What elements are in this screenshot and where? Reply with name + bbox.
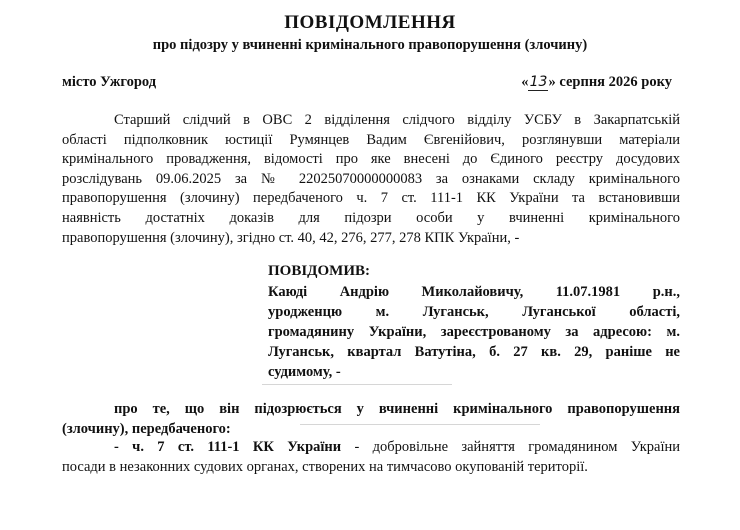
date-month-year: » серпня 2026 року: [548, 74, 672, 90]
intro-line: правопорушення (злочину) передбаченого ч. 7 ст. 111-1 КК України та встановивши: [62, 190, 680, 207]
suspect-line: громадянину України, зареєстрованому за адресою: м.: [268, 324, 680, 340]
intro-line: наявність достатніх доказів для підозри особи у вчиненні кримінального: [62, 209, 680, 226]
suspect-details: [268, 282, 680, 382]
intro-line: правопорушення (злочину), згідно ст. 40, 42, 276, 277, 278 КПК України, -: [62, 229, 520, 246]
suspect-line: уродженцю м. Луганськ, Луганської області,: [268, 304, 680, 320]
article-dash: -: [114, 439, 133, 455]
document-title: ПОВІДОМЛЕННЯ: [284, 12, 456, 33]
document-subtitle: про підозру у вчиненні кримінального правопорушення (злочину): [152, 37, 588, 53]
city-name: місто Ужгород: [62, 74, 157, 90]
suspicion-line: (злочину), передбаченого:: [62, 420, 231, 437]
article-description: - добровільне зайняття громадянином України: [341, 439, 680, 455]
suspect-line: судимому, -: [268, 364, 341, 380]
scan-noise: [262, 384, 452, 385]
intro-line: Старший слідчий в ОВС 2 відділення слідчого відділу УСБУ в Закарпатській: [114, 112, 680, 128]
suspicion-paragraph: [62, 400, 680, 439]
suspect-line: Луганськ, квартал Ватутіна, б. 27 кв. 29, раніше не: [268, 344, 680, 360]
intro-paragraph: [62, 111, 680, 248]
article-reference: ч. 7 ст. 111-1 КК України: [132, 439, 342, 455]
article-paragraph: [62, 438, 680, 477]
intro-line: області підполковник юстиції Румянцев Вадим Євгенійович, розглянувши матеріали: [62, 131, 680, 148]
notified-heading: ПОВІДОМИВ:: [268, 263, 370, 279]
document-date: [521, 74, 672, 91]
article-line: [62, 438, 680, 458]
handwritten-day: 13: [529, 74, 548, 90]
suspicion-line: про те, що він підозрюється у вчиненні кримінального правопорушення: [114, 401, 680, 417]
intro-line: кримінального провадження, відомості про яке внесені до Єдиного реєстру досудових: [62, 151, 680, 168]
article-line: посади в незаконних судових органах, створених на тимчасово окупованій території.: [62, 458, 588, 475]
date-open-quote: «: [521, 74, 529, 90]
intro-line: розслідувань 09.06.2025 за № 22025070000000083 за ознаками складу кримінального: [62, 170, 680, 187]
suspect-line: Каюді Андрію Миколайовичу, 11.07.1981 р.н.,: [268, 284, 680, 300]
